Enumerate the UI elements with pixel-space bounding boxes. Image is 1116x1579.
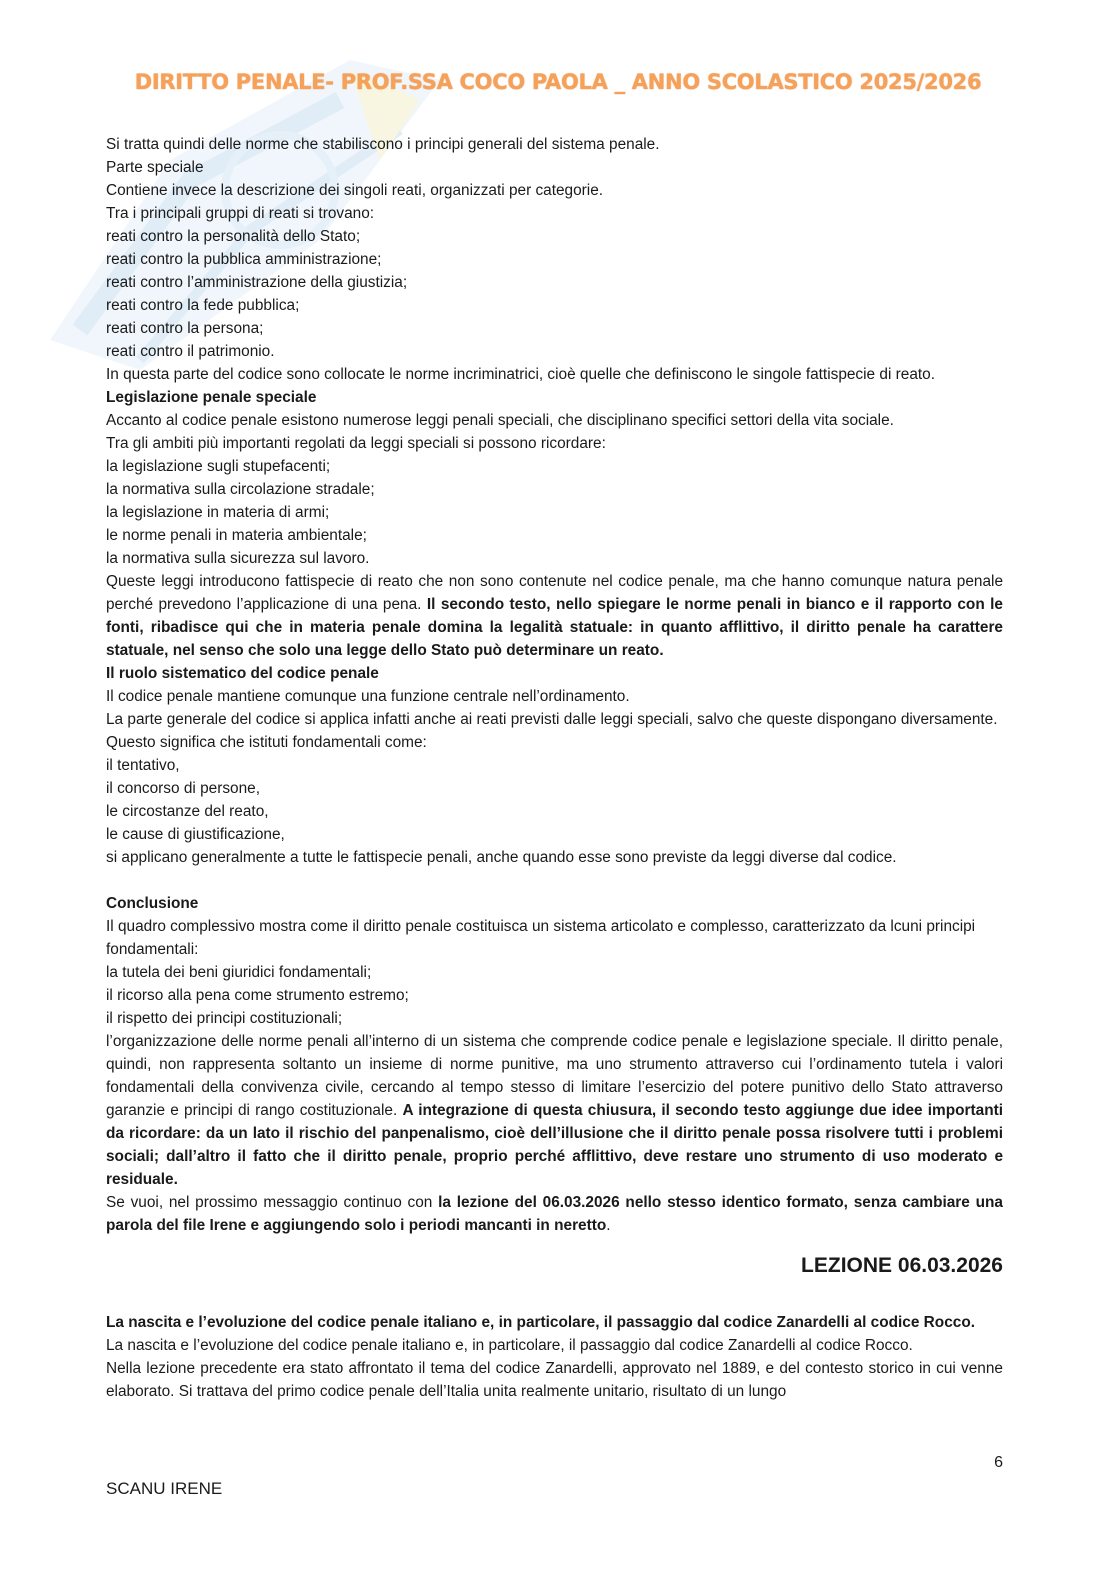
paragraph [106, 1030, 1003, 1191]
list-item: le norme penali in materia ambientale; [106, 527, 367, 544]
paragraph-text: Se vuoi, nel prossimo messaggio continuo con [106, 1194, 433, 1211]
list-item: le cause di giustificazione, [106, 826, 285, 843]
paragraph [106, 1191, 1003, 1237]
bold-addition: la lezione del 06.03.2026 nello stesso identico formato, senza cambiare una parola del file Irene e aggiungendo solo i periodi mancanti in neretto [106, 1194, 1003, 1234]
list-item: il concorso di persone, [106, 780, 260, 797]
lesson-intro-heading: La nascita e l’evoluzione del codice penale italiano e, in particolare, il passaggio dal codice Zanardelli al codice Rocco. [106, 1314, 975, 1331]
list-item: la legislazione in materia di armi; [106, 504, 330, 521]
list-item: reati contro la pubblica amministrazione; [106, 251, 382, 268]
list-item: la tutela dei beni giuridici fondamentali; [106, 964, 372, 981]
list-item: reati contro la personalità dello Stato; [106, 228, 361, 245]
paragraph: Si tratta quindi delle norme che stabiliscono i principi generali del sistema penale. [106, 136, 660, 153]
list-item: il rispetto dei principi costituzionali; [106, 1010, 343, 1027]
list-item: la legislazione sugli stupefacenti; [106, 458, 331, 475]
paragraph: Nella lezione precedente era stato affrontato il tema del codice Zanardelli, approvato nel 1889, e del contesto storico in cui venne elaborato. Si trattava del primo codice penale dell’Italia unita realmente unitario, risultato di un lungo [106, 1360, 1003, 1400]
list-item: la normativa sulla sicurezza sul lavoro. [106, 550, 370, 567]
list-item: la normativa sulla circolazione stradale; [106, 481, 375, 498]
document-header-title: DIRITTO PENALE- PROF.SSA COCO PAOLA _ ANNO SCOLASTICO 2025/2026 [134, 70, 982, 94]
paragraph-text: l’organizzazione delle norme penali all’interno di un sistema che comprende codice penale e legislazione speciale. Il diritto penale, quindi, non rappresenta soltanto un insieme di norme punitive, ma uno strumento attraverso cui l’ordinamento tutela i valori fondamentali della convivenza civile, cercando al tempo stesso di limitare l’esercizio del potere punitivo dello Stato attraverso garanzie e principi di rango costituzionale. [106, 1033, 1003, 1119]
section-heading: Conclusione [106, 895, 199, 912]
document-body [106, 133, 1003, 1403]
paragraph: In questa parte del codice sono collocate le norme incriminatrici, cioè quelle che definiscono le singole fattispecie di reato. [106, 366, 935, 383]
paragraph: si applicano generalmente a tutte le fattispecie penali, anche quando esse sono previste da leggi diverse dal codice. [106, 849, 897, 866]
list-item: reati contro la persona; [106, 320, 264, 337]
footer-author: SCANU IRENE [106, 1479, 223, 1498]
paragraph: Contiene invece la descrizione dei singoli reati, organizzati per categorie. [106, 182, 604, 199]
paragraph: Parte speciale [106, 159, 204, 176]
paragraph: La nascita e l’evoluzione del codice penale italiano e, in particolare, il passaggio dal codice Zanardelli al codice Rocco. [106, 1337, 913, 1354]
section-heading: Il ruolo sistematico del codice penale [106, 665, 379, 682]
list-item: reati contro il patrimonio. [106, 343, 275, 360]
paragraph-text: Queste leggi introducono fattispecie di reato che non sono contenute nel codice penale, ma che hanno comunque natura penale perché prevedono l’applicazione di una pena. [106, 573, 1003, 613]
page-number: 6 [994, 1454, 1003, 1471]
paragraph: La parte generale del codice si applica infatti anche ai reati previsti dalle leggi speciali, salvo che queste dispongano diversamente. [106, 711, 998, 728]
paragraph: Il quadro complessivo mostra come il diritto penale costituisca un sistema articolato e complesso, caratterizzato da lcuni principi fondamentali: [106, 918, 976, 958]
paragraph: Accanto al codice penale esistono numerose leggi penali speciali, che disciplinano specifici settori della vita sociale. [106, 412, 894, 429]
list-item: il tentativo, [106, 757, 180, 774]
paragraph [106, 570, 1003, 662]
paragraph: Questo significa che istituti fondamentali come: [106, 734, 427, 751]
bold-addition: A integrazione di questa chiusura, il secondo testo aggiunge due idee importanti da ricordare: da un lato il rischio del panpenalismo, cioè dell’illusione che il diritto penale possa risolvere tutti i problemi sociali; dall’altro il fatto che il diritto penale, proprio perché afflittivo, deve restare uno strumento di uso moderato e residuale. [106, 1102, 1004, 1188]
list-item: le circostanze del reato, [106, 803, 269, 820]
list-item: il ricorso alla pena come strumento estremo; [106, 987, 409, 1004]
paragraph-tail: . [606, 1217, 611, 1234]
paragraph: Tra i principali gruppi di reati si trovano: [106, 205, 375, 222]
spacer [106, 869, 1003, 892]
lesson-title: LEZIONE 06.03.2026 [801, 1254, 1003, 1277]
paragraph: Tra gli ambiti più importanti regolati da leggi speciali si possono ricordare: [106, 435, 606, 452]
list-item: reati contro la fede pubblica; [106, 297, 300, 314]
paragraph: Il codice penale mantiene comunque una funzione centrale nell’ordinamento. [106, 688, 630, 705]
list-item: reati contro l’amministrazione della giustizia; [106, 274, 408, 291]
section-heading: Legislazione penale speciale [106, 389, 317, 406]
bold-addition: Il secondo testo, nello spiegare le norme penali in bianco e il rapporto con le fonti, ribadisce qui che in materia penale domina la legalità statuale: in quanto afflittivo, il diritto penale ha carattere statuale, nel senso che solo una legge dello Stato può determinare un reato. [106, 596, 1003, 659]
